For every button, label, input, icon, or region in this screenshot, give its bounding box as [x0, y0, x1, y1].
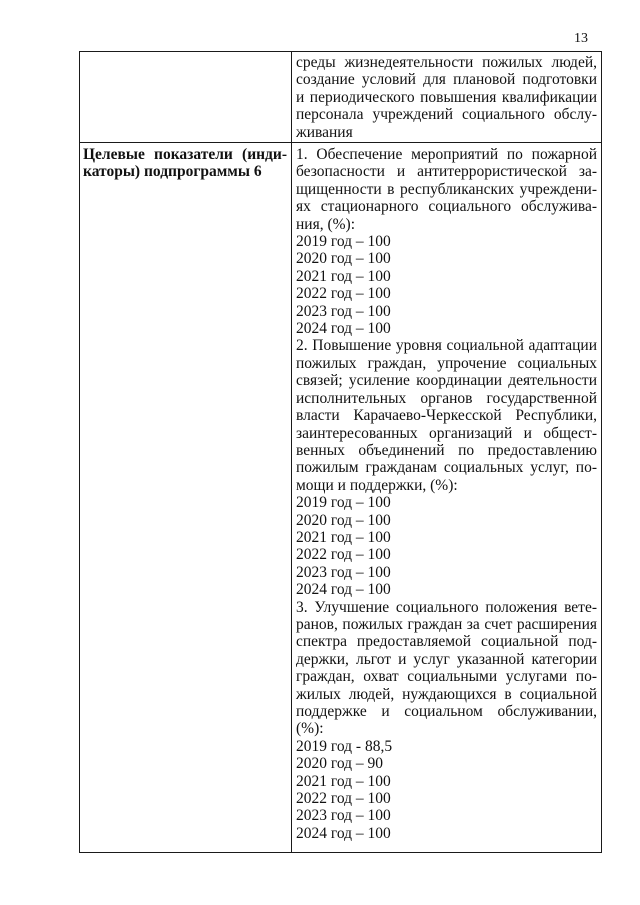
year-value-line: 2021 год – 100	[296, 267, 391, 285]
indicator-line: безопасности и антитеррористической за-	[296, 163, 597, 181]
indicator-line: исполнительных органов государственной	[296, 389, 597, 407]
continued-description-cell	[296, 54, 597, 141]
indicator-line: мощи и поддержки, (%):	[296, 476, 458, 494]
text-line: и периодического повышения квалификации	[296, 88, 597, 106]
indicator-line: ранов, пожилых граждан за счет расширения	[296, 615, 597, 633]
text-line: живания	[296, 123, 353, 141]
indicator-line: 2. Повышение уровня социальной адаптации	[296, 337, 597, 355]
year-value-line: 2021 год – 100	[296, 528, 391, 546]
indicator-line: поддержке и социальном обслуживании,	[296, 703, 597, 720]
indicator-line: заинтересованных организаций и общест-	[296, 424, 597, 442]
indicator-line: венных объединений по предоставлению	[296, 441, 597, 459]
indicator-line: спектра предоставляемой социальной под-	[296, 633, 597, 651]
year-value-line: 2019 год – 100	[296, 233, 391, 251]
year-value-line: 2021 год – 100	[296, 772, 391, 790]
indicator-line: щищенности в республиканских учреждени-	[296, 180, 597, 198]
year-value-line: 2022 год – 100	[296, 285, 391, 303]
indicator-line: пожилым гражданам социальных услуг, по-	[296, 459, 597, 477]
year-value-line: 2024 год – 100	[296, 824, 391, 842]
year-value-line: 2020 год – 100	[296, 250, 391, 268]
indicator-line: 1. Обеспечение мероприятий по пожарной	[296, 146, 597, 163]
year-value-line: 2023 год – 100	[296, 302, 391, 320]
indicator-line: ния, (%):	[296, 215, 356, 233]
year-value-line: 2022 год – 100	[296, 546, 391, 564]
indicator-line: власти Карачаево-Черкесской Республики,	[296, 407, 597, 425]
year-value-line: 2022 год – 100	[296, 790, 391, 808]
indicator-line: держки, льгот и услуг указанной категории	[296, 650, 597, 668]
indicator-line: пожилых граждан, упрочение социальных	[296, 354, 597, 372]
indicator-line: (%):	[296, 720, 324, 738]
page-number: 13	[574, 31, 588, 46]
year-value-line: 2019 год - 88,5	[296, 737, 393, 755]
text-line: создание условий для плановой подготовки	[296, 71, 597, 89]
year-value-line: 2020 год – 90	[296, 755, 384, 773]
text-line: персонала учреждений социального обслу-	[296, 106, 597, 124]
column-divider	[291, 52, 292, 852]
row-divider	[80, 142, 601, 143]
program-passport-table	[79, 51, 602, 853]
indicator-line: жилых людей, нуждающихся в социальной	[296, 685, 597, 703]
indicator-line: 3. Улучшение социального положения вете-	[296, 598, 597, 616]
year-value-line: 2023 год – 100	[296, 563, 391, 581]
indicator-line: ях стационарного социального обслужива-	[296, 198, 597, 216]
year-value-line: 2020 год – 100	[296, 511, 391, 529]
indicator-line: связей; усиление координации деятельности	[296, 372, 597, 390]
year-value-line: 2024 год – 100	[296, 320, 391, 338]
year-value-line: 2019 год – 100	[296, 494, 391, 512]
text-line: среды жизнедеятельности пожилых людей,	[296, 54, 597, 71]
label-line: Целевые показатели (инди-	[83, 146, 287, 163]
indicators-content-cell	[296, 146, 597, 842]
year-value-line: 2024 год – 100	[296, 581, 391, 599]
label-line: каторы) подпрограммы 6	[83, 163, 262, 181]
indicators-label-cell	[83, 146, 287, 181]
year-value-line: 2023 год – 100	[296, 807, 391, 825]
indicator-line: граждан, охват социальными услугами по-	[296, 668, 597, 686]
